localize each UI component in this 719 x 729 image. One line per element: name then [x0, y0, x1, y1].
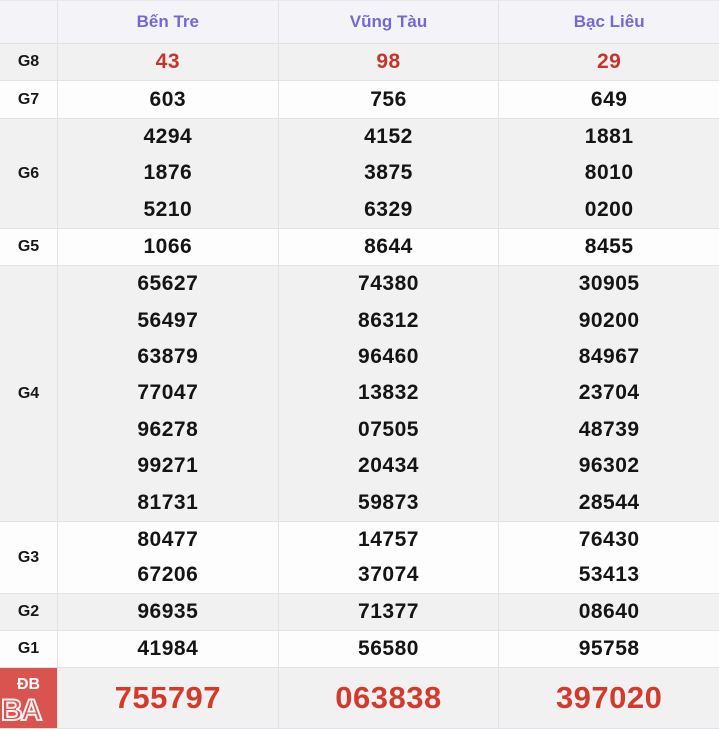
prize-number: 28544	[578, 490, 640, 514]
prize-value-cell	[278, 594, 499, 630]
prize-number: 1881	[584, 125, 634, 149]
prize-label	[0, 81, 57, 118]
prize-row-g2	[0, 594, 719, 631]
prize-value-cell	[278, 44, 499, 80]
prize-value-cell	[57, 631, 278, 667]
prize-number: 30905	[578, 272, 640, 296]
prize-row-g7	[0, 81, 719, 119]
prize-number: 8644	[364, 235, 413, 258]
prize-value-cell	[57, 668, 278, 728]
prize-label-text: G5	[17, 238, 40, 255]
prize-label	[0, 594, 57, 630]
prize-label	[0, 266, 57, 521]
prize-row-g1	[0, 631, 719, 668]
prize-label	[0, 229, 57, 265]
prize-value-cell	[278, 119, 499, 228]
prize-number: 99271	[137, 454, 199, 478]
prize-number: 48739	[578, 417, 640, 441]
prize-number: 8455	[584, 235, 634, 258]
watermark-text: BA	[1, 694, 41, 727]
prize-value-cell	[57, 594, 278, 630]
prize-label-text: G6	[17, 164, 40, 182]
prize-label-text: G1	[17, 640, 40, 657]
prize-number: 96460	[358, 345, 419, 369]
prize-number: 1876	[143, 161, 193, 185]
prize-value-cell	[498, 594, 719, 630]
prize-value-cell	[498, 266, 719, 521]
prize-value-cell	[278, 229, 499, 265]
prize-number: 063838	[335, 680, 442, 715]
prize-number: 63879	[137, 345, 199, 369]
prize-number: 67206	[137, 563, 199, 587]
prize-value-cell	[278, 266, 499, 521]
prize-number: 649	[590, 87, 628, 111]
prize-value-cell	[278, 522, 499, 593]
prize-number: 41984	[137, 637, 199, 660]
prize-number: 86312	[358, 308, 419, 332]
prize-number: 84967	[578, 345, 640, 369]
prize-number: 23704	[578, 381, 640, 405]
prize-value-cell	[57, 266, 278, 521]
prize-number: 4152	[364, 125, 413, 149]
prize-value-cell	[498, 668, 719, 728]
prize-value-cell	[57, 229, 278, 265]
prize-value-cell	[498, 44, 719, 80]
prize-number: 14757	[358, 527, 419, 551]
prize-number: 65627	[137, 272, 199, 296]
prize-number: 07505	[358, 417, 419, 441]
prize-number: 81731	[137, 490, 199, 514]
prize-number: 95758	[578, 637, 640, 660]
prize-number: 96278	[137, 417, 199, 441]
prize-row-đb	[0, 668, 719, 729]
prize-number: 397020	[555, 680, 663, 715]
prize-value-cell	[57, 522, 278, 593]
prize-number: 37074	[358, 563, 419, 587]
prize-value-cell	[498, 229, 719, 265]
prize-number: 13832	[358, 381, 419, 405]
prize-value-cell	[498, 631, 719, 667]
prize-number: 5210	[143, 197, 193, 221]
prize-number: 56497	[137, 308, 199, 332]
column-header: Vũng Tàu	[278, 1, 499, 43]
prize-value-cell	[498, 522, 719, 593]
prize-label	[0, 631, 57, 667]
prize-value-cell	[57, 81, 278, 118]
prize-value-cell	[57, 44, 278, 80]
prize-number: 8010	[584, 161, 634, 185]
prize-label-text: ĐB	[16, 676, 41, 693]
column-header: Bạc Liêu	[498, 1, 719, 43]
prize-value-cell	[498, 119, 719, 228]
prize-number: 56580	[358, 637, 419, 660]
prize-number: 74380	[358, 272, 419, 296]
prize-label-text: G7	[17, 90, 40, 108]
prize-row-g8	[0, 44, 719, 81]
prize-number: 29	[596, 50, 622, 73]
prize-number: 20434	[358, 454, 419, 478]
prize-number: 43	[155, 50, 180, 73]
prize-row-g5	[0, 229, 719, 266]
prize-number: 755797	[114, 680, 222, 715]
prize-number: 6329	[364, 197, 413, 221]
prize-number: 603	[149, 87, 187, 111]
prize-row-g3	[0, 522, 719, 594]
prize-label	[0, 522, 57, 593]
prize-value-cell	[278, 81, 499, 118]
prize-number: 71377	[358, 600, 419, 623]
prize-number: 08640	[578, 600, 640, 623]
prize-number: 90200	[578, 308, 640, 332]
prize-number: 756	[370, 87, 407, 111]
column-header: Bến Tre	[57, 1, 278, 43]
prize-number: 80477	[137, 527, 199, 551]
prize-number: 1066	[143, 235, 193, 258]
prize-number: 77047	[137, 381, 199, 405]
prize-label	[0, 119, 57, 228]
prize-number: 98	[376, 50, 401, 73]
prize-number: 59873	[358, 490, 419, 514]
prize-label-text: G2	[17, 603, 40, 620]
prize-value-cell	[278, 631, 499, 667]
prize-row-g6	[0, 119, 719, 229]
prize-label-text: G4	[17, 384, 40, 402]
prize-number: 3875	[364, 161, 413, 185]
table-header-row	[0, 1, 719, 44]
prize-number: 0200	[584, 197, 634, 221]
prize-row-g4	[0, 266, 719, 522]
header-corner-cell	[0, 1, 57, 43]
prize-label	[0, 44, 57, 80]
prize-label	[0, 668, 57, 728]
prize-value-cell	[57, 119, 278, 228]
prize-number: 4294	[143, 125, 193, 149]
prize-label-text: G8	[17, 53, 40, 70]
prize-number: 96302	[578, 454, 640, 478]
prize-value-cell	[498, 81, 719, 118]
prize-number: 53413	[578, 563, 640, 587]
prize-value-cell	[278, 668, 499, 728]
prize-label-text: G3	[17, 548, 40, 566]
prize-number: 76430	[578, 527, 640, 551]
prize-number: 96935	[137, 600, 199, 623]
